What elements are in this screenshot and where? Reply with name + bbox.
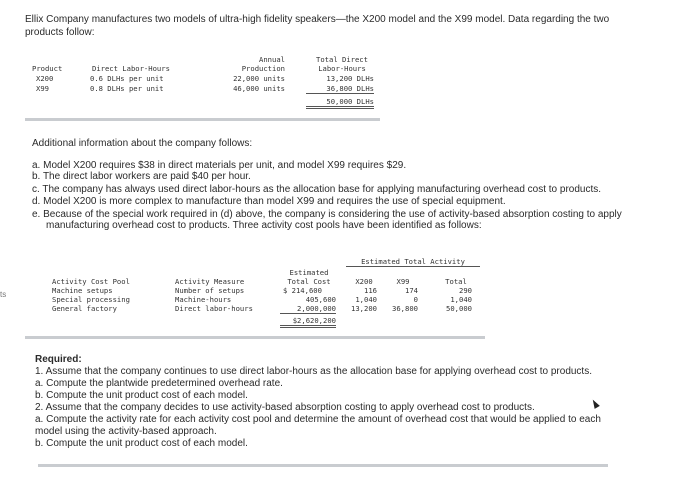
header-activity-cost-pool: Activity Cost Pool — [52, 277, 130, 286]
required-line-2a: a. Compute the activity rate for each activity cost pool and determine the amount of overhead cost that would be applied to each — [35, 414, 601, 425]
header-estimated: Estimated — [289, 268, 329, 277]
additional-item-c: c. The company has always used direct labor-hours as the allocation base for applying manufacturing overhead cost to products. — [32, 184, 602, 195]
header-x99: X99 — [396, 277, 410, 286]
row-x99-total: 36,800 DLHs — [306, 84, 374, 94]
row-x99-dlh: 0.8 DLHs per unit — [90, 84, 164, 93]
row-x200-dlh: 0.6 DLHs per unit — [90, 74, 164, 83]
row-setups-x99: 174 — [405, 286, 418, 295]
header-total-direct: Total Direct — [316, 55, 368, 64]
additional-item-d: d. Model X200 is more complex to manufacture than model X99 and requires the use of special equipment. — [32, 196, 506, 207]
header-annual: Annual — [259, 55, 285, 64]
divider — [25, 118, 380, 121]
header-activity-measure: Activity Measure — [175, 277, 245, 286]
row-setups-total: 290 — [459, 286, 472, 295]
required-line-1a: a. Compute the plantwide predetermined overhead rate. — [35, 378, 283, 389]
row-special-x200: 1,040 — [355, 295, 377, 304]
header-total-cost: Total Cost — [287, 277, 331, 286]
additional-heading: Additional information about the company follows: — [32, 138, 253, 149]
row-setups-cost: $ 214,600 — [283, 286, 322, 295]
additional-item-a: a. Model X200 requires $38 in direct materials per unit, and model X99 requires $29. — [32, 160, 407, 171]
row-special-measure: Machine-hours — [175, 295, 232, 304]
row-setups-x200: 116 — [364, 286, 377, 295]
row-special-x99: 0 — [413, 295, 418, 304]
header-product: Product — [32, 64, 63, 73]
intro-line-2: products follow: — [25, 27, 95, 38]
cursor-icon — [590, 398, 600, 409]
additional-item-b: b. The direct labor workers are paid $40 per hour. — [32, 171, 251, 182]
row-special-pool: Special processing — [52, 295, 130, 304]
required-line-1b: b. Compute the unit product cost of each model. — [35, 390, 248, 401]
row-special-total: 1,040 — [450, 295, 472, 304]
row-general-pool: General factory — [52, 304, 117, 313]
row-setups-measure: Number of setups — [175, 286, 245, 295]
additional-item-e: e. Because of the special work required in (d) above, the company is considering the use of activity-based absorption costing to apply — [32, 209, 622, 220]
row-x200-total: 13,200 DLHs — [326, 74, 374, 83]
row-setups-pool: Machine setups — [52, 286, 113, 295]
intro-line-1: Ellix Company manufactures two models of ultra-high fidelity speakers—the X200 model and the X99 model. Data regarding the two — [25, 14, 610, 25]
divider — [25, 336, 485, 339]
header-total: Total — [445, 277, 467, 286]
divider — [38, 464, 608, 467]
header-production: Production — [241, 64, 285, 73]
header-direct-labor-hours: Direct Labor-Hours — [92, 64, 170, 73]
required-line-1: 1. Assume that the company continues to use direct labor-hours as the allocation base for applying overhead cost to products. — [35, 366, 592, 377]
required-line-2: 2. Assume that the company decides to use activity-based absorption costing to apply overhead cost to products. — [35, 402, 535, 413]
additional-item-e-cont: manufacturing overhead cost to products. Three activity cost pools have been identified as follows: — [46, 220, 482, 231]
grand-total-dlh: 50,000 DLHs — [306, 97, 374, 109]
row-general-x200: 13,200 — [351, 304, 377, 313]
row-special-cost: 405,600 — [305, 295, 336, 304]
grand-total-cost: $2,620,200 — [280, 316, 336, 328]
required-line-2b: b. Compute the unit product cost of each model. — [35, 438, 248, 449]
header-x200: X200 — [355, 277, 373, 286]
row-general-total: 50,000 — [446, 304, 472, 313]
required-line-2a-cont: model using the activity-based approach. — [35, 426, 217, 437]
header-labor-hours: Labor-Hours — [318, 64, 366, 73]
header-estimated-total-activity: Estimated Total Activity — [346, 257, 480, 267]
row-x200-annual: 22,000 units — [233, 74, 285, 83]
required-heading: Required: — [35, 354, 82, 365]
row-general-measure: Direct labor-hours — [175, 304, 253, 313]
edge-fragment: ts — [0, 290, 7, 299]
row-general-cost: 2,000,000 — [280, 304, 336, 314]
row-x99-product: X99 — [36, 84, 49, 93]
row-general-x99: 36,800 — [392, 304, 418, 313]
row-x99-annual: 46,000 units — [233, 84, 285, 93]
row-x200-product: X200 — [36, 74, 54, 83]
